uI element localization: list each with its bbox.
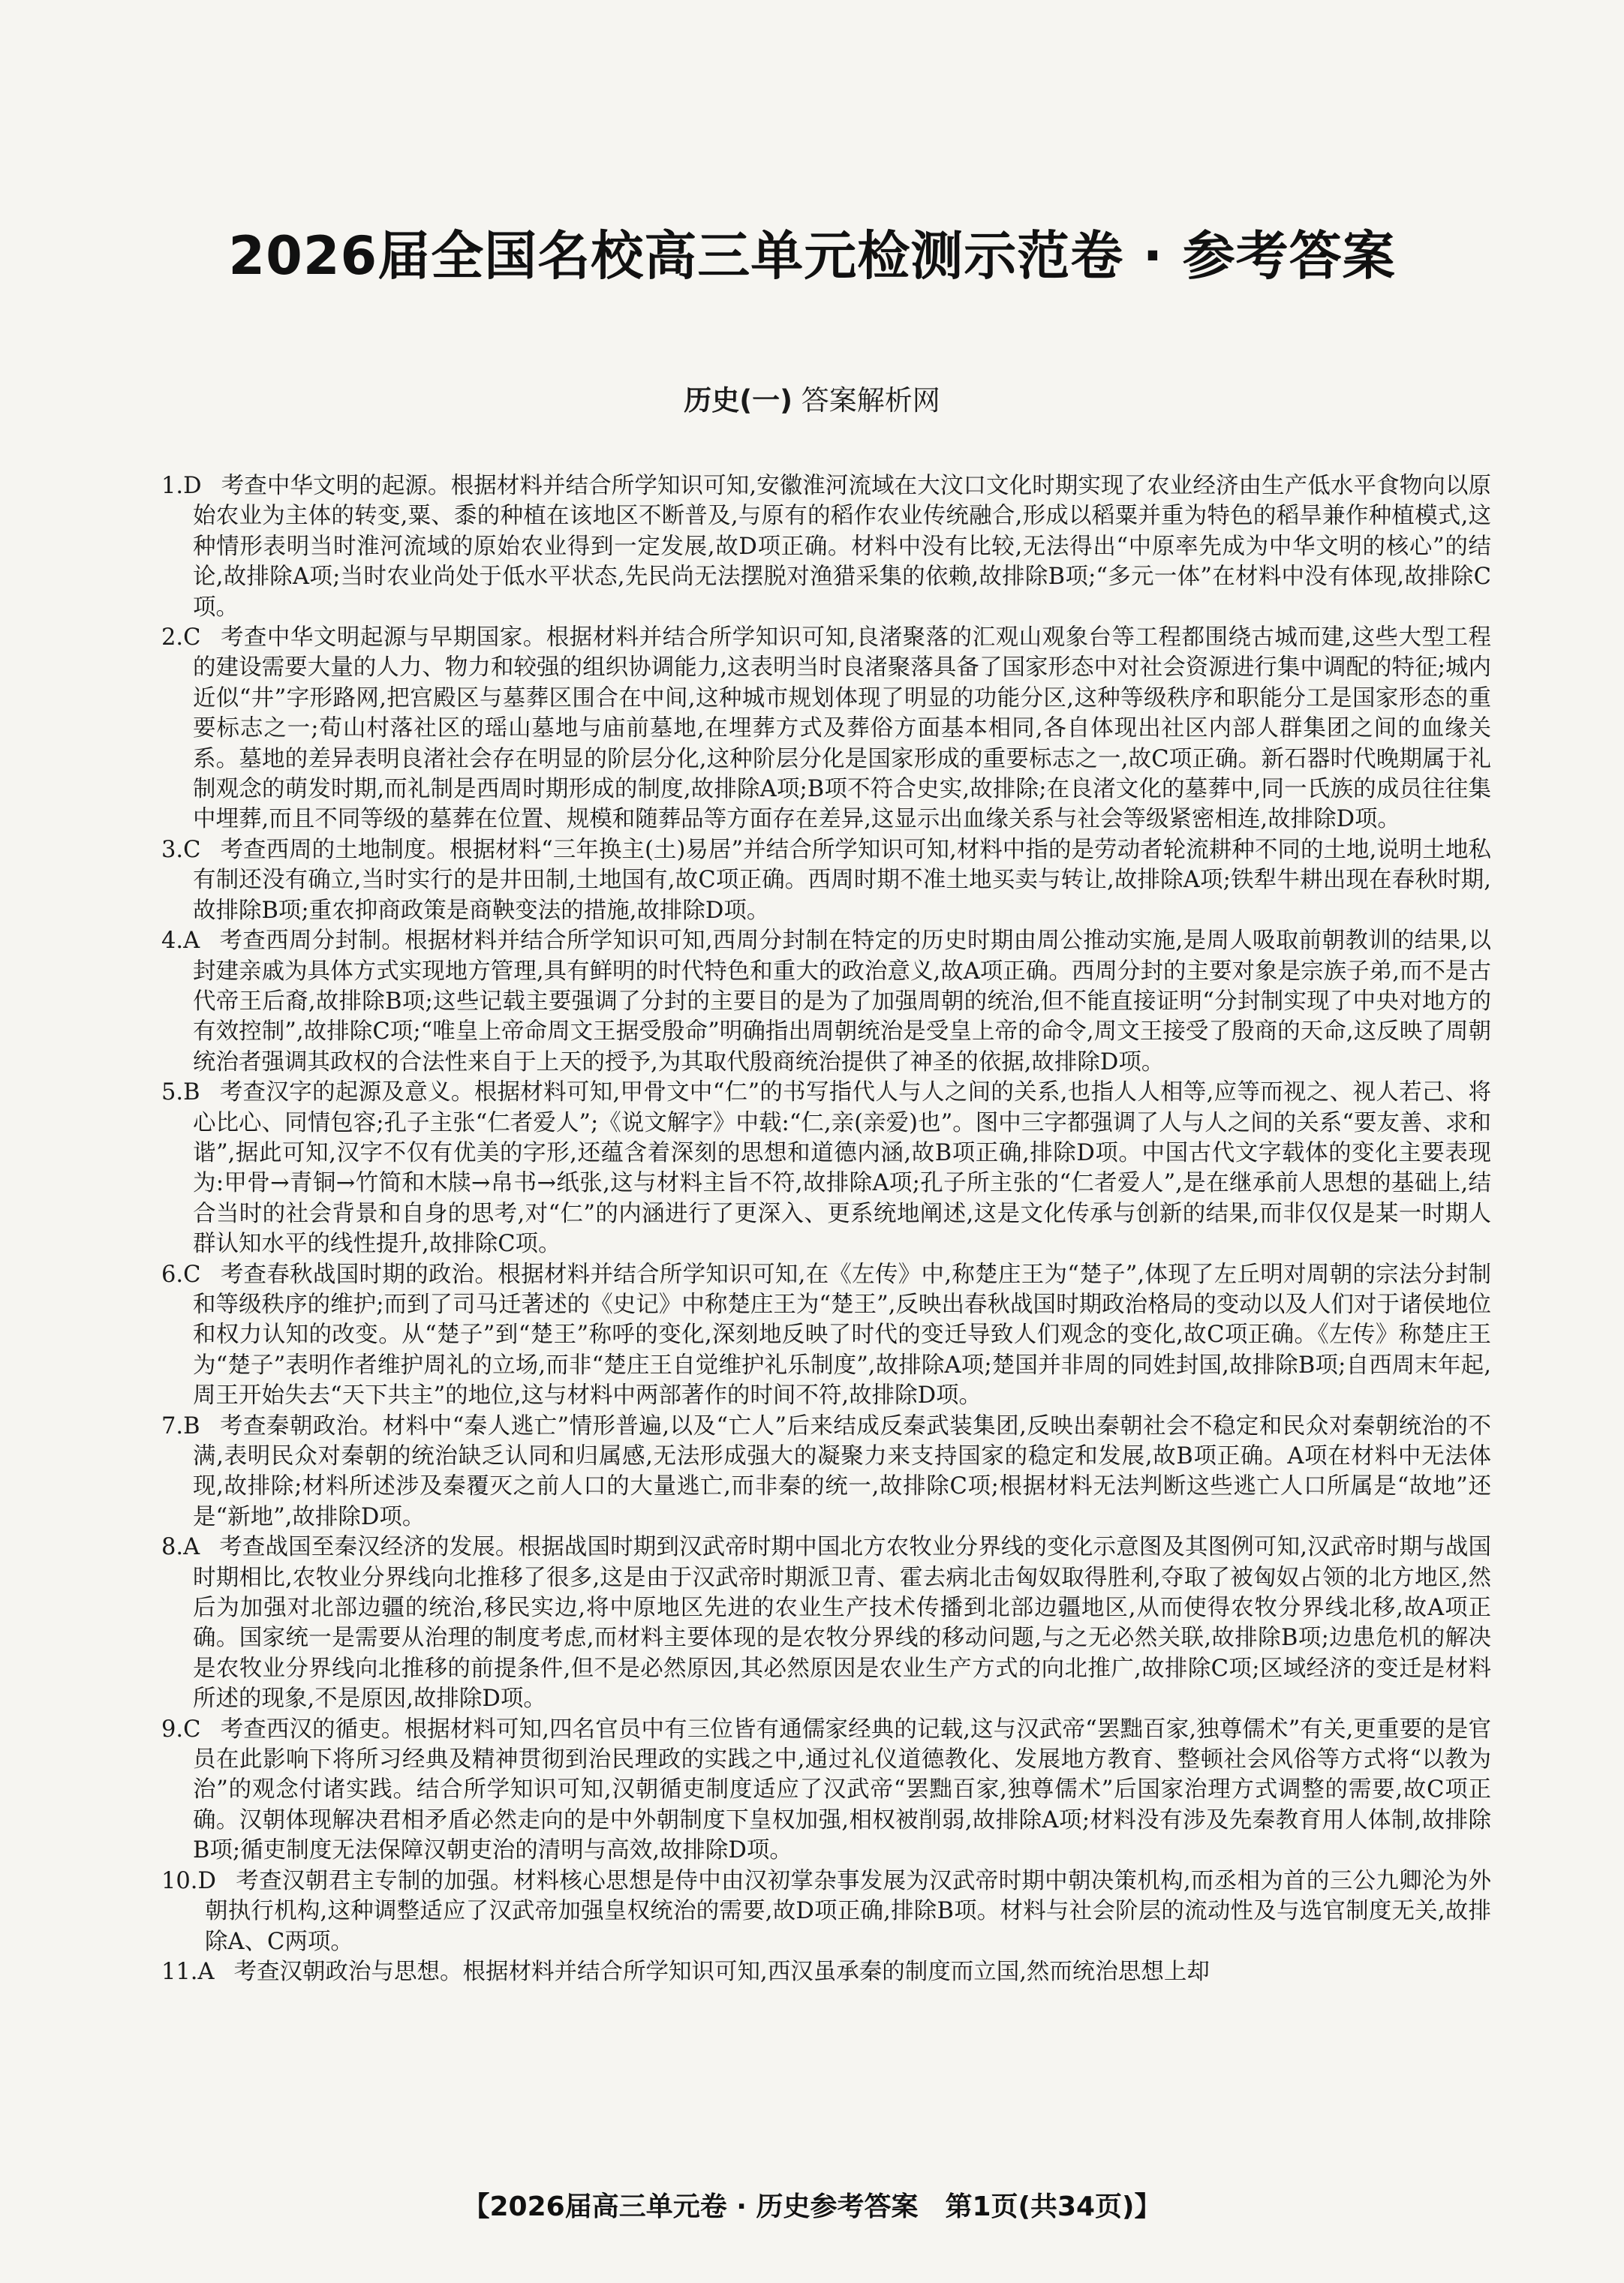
answer-choice: B xyxy=(183,1079,200,1106)
page-subtitle xyxy=(0,377,1624,418)
answer-choice: C xyxy=(183,836,201,863)
page-footer: 【2026届高三单元卷 · 历史参考答案 第1页(共34页)】 xyxy=(462,2191,1162,2222)
answer-item: 4.A 考查西周分封制。根据材料并结合所学知识可知,西周分封制在特定的历史时期由周公推动实施,是周人吸取前朝教训的结果,以封建亲戚为具体方式实现地方管理,具有鲜明的时代特色和重大的政治意义,故A项正确。西周分封的主要对象是宗族子弟,而不是古代帝王后裔,故排除B项;这些记载主要强调了分封的主要目的是为了加强周朝的统治,但不能直接证明“分封制实现了中央对地方的有效控制”,故排除C项;“唯皇上帝命周文王据受殷命”明确指出周朝统治是受皇上帝的命令,周文王接受了殷商的天命,这反映了周朝统治者强调其政权的合法性来自于上天的授予,为其取代殷商统治提供了神圣的依据,故排除D项。 xyxy=(161,928,1491,1075)
answer-item: 1.D 考查中华文明的起源。根据材料并结合所学知识可知,安徽淮河流域在大汶口文化时期实现了农业经济由生产低水平食物向以原始农业为主体的转变,粟、黍的种植在该地区不断普及,与原有的稻作农业传统融合,形成以稻粟并重为特色的稻旱兼作种植模式,这种情形表明当时淮河流域的原始农业得到一定发展,故D项正确。材料中没有比较,无法得出“中原率先成为中华文明的核心”的结论,故排除A项;当时农业尚处于低水平状态,先民尚无法摆脱对渔猎采集的依赖,故排除B项;“多元一体”在材料中没有体现,故排除C项。 xyxy=(161,473,1491,621)
answer-choice: D xyxy=(183,473,202,499)
answer-item: 9.C 考查西汉的循吏。根据材料可知,四名官员中有三位皆有通儒家经典的记载,这与汉武帝“罢黜百家,独尊儒术”有关,更重要的是官员在此影响下将所习经典及精神贯彻到治民理政的实践之中,通过礼仪道德教化、发展地方教育、整顿社会风俗等方式将“以教为治”的观念付诸实践。结合所学知识可知,汉朝循吏制度适应了汉武帝“罢黜百家,独尊儒术”后国家治理方式调整的需要,故C项正确。汉朝体现解决君相矛盾必然走向的是中外朝制度下皇权加强,相权被削弱,故排除A项;材料没有涉及先秦教育用人体制,故排除B项;循吏制度无法保障汉朝吏治的清明与高效,故排除D项。 xyxy=(161,1716,1491,1864)
answer-explanation: 考查汉字的起源及意义。根据材料可知,甲骨文中“仁”的书写指代人与人之间的关系,也指人人相等,应等而视之、视人若己、将心比心、同情包容;孔子主张“仁者爱人”;《说文解字》中载:“仁,亲(亲爱)也”。图中三字都强调了人与人之间的关系“要友善、求和谐”,据此可知,汉字不仅有优美的字形,还蕴含着深刻的思想和道德内涵,故B项正确,排除D项。中国古代文字载体的变化主要表现为:甲骨→青铜→竹简和木牍→帛书→纸张,这与材料主旨不符,故排除A项;孔子所主张的“仁者爱人”,是在继承前人思想的基础上,结合当时的社会背景和自身的思考,对“仁”的内涵进行了更深入、更系统地阐述,这是文化传承与创新的结果,而非仅仅是某一时期人群认知水平的线性提升,故排除C项。 xyxy=(193,1079,1491,1258)
answer-explanation: 考查春秋战国时期的政治。根据材料并结合所学知识可知,在《左传》中,称楚庄王为“楚子”,体现了左丘明对周朝的宗法分封制和等级秩序的维护;而到了司马迁著述的《史记》中称楚庄王为“楚王”,反映出春秋战国时期政治格局的变动以及人们对于诸侯地位和权力认知的改变。从“楚子”到“楚王”称呼的变化,深刻地反映了时代的变迁导致人们观念的变化,故C项正确。《左传》称楚庄王为“楚子”表明作者维护周礼的立场,而非“楚庄王自觉维护礼乐制度”,故排除A项;楚国并非周的同姓封国,故排除B项;自西周末年起,周王开始失去“天下共主”的地位,这与材料中两部著作的时间不符,故排除D项。 xyxy=(193,1261,1491,1409)
answer-item: 5.B 考查汉字的起源及意义。根据材料可知,甲骨文中“仁”的书写指代人与人之间的关系,也指人人相等,应等而视之、视人若己、将心比心、同情包容;孔子主张“仁者爱人”;《说文解字》中载:“仁,亲(亲爱)也”。图中三字都强调了人与人之间的关系“要友善、求和谐”,据此可知,汉字不仅有优美的字形,还蕴含着深刻的思想和道德内涵,故B项正确,排除D项。中国古代文字载体的变化主要表现为:甲骨→青铜→竹简和木牍→帛书→纸张,这与材料主旨不符,故排除A项;孔子所主张的“仁者爱人”,是在继承前人思想的基础上,结合当时的社会背景和自身的思考,对“仁”的内涵进行了更深入、更系统地阐述,这是文化传承与创新的结果,而非仅仅是某一时期人群认知水平的线性提升,故排除C项。 xyxy=(161,1079,1491,1258)
answer-explanation: 考查汉朝政治与思想。根据材料并结合所学知识可知,西汉虽承秦的制度而立国,然而统治思想上却 xyxy=(233,1958,1210,1985)
answer-choice: A xyxy=(183,928,200,955)
answer-list xyxy=(161,471,1491,1987)
answer-choice: A xyxy=(197,1958,215,1985)
answer-item: 8.A 考查战国至秦汉经济的发展。根据战国时期到汉武帝时期中国北方农牧业分界线的变化示意图及其图例可知,汉武帝时期与战国时期相比,农牧业分界线向北推移了很多,这是由于汉武帝时期派卫青、霍去病北击匈奴取得胜利,夺取了被匈奴占领的北方地区,然后为加强对北部边疆的统治,移民实边,将中原地区先进的农业生产技术传播到北部边疆地区,从而使得农牧分界线北移,故A项正确。国家统一是需要从治理的制度考虑,而材料主要体现的是农牧分界线的移动问题,与之无必然关联,故排除B项;边患危机的解决是农牧业分界线向北推移的前提条件,但不是必然原因,其必然原因是农业生产方式的向北推广,故排除C项;区域经济的变迁是材料所述的现象,不是原因,故排除D项。 xyxy=(161,1534,1491,1713)
page-title: 2026届全国名校高三单元检测示范卷 · 参考答案 xyxy=(228,225,1396,287)
subtitle-note: 答案解析网 xyxy=(792,384,940,417)
answer-item: 7.B 考查秦朝政治。材料中“秦人逃亡”情形普遍,以及“亡人”后来结成反秦武装集团,反映出秦朝社会不稳定和民众对秦朝统治的不满,表明民众对秦朝的统治缺乏认同和归属感,无法形成强大的凝聚力来支持国家的稳定和发展,故B项正确。A项在材料中无法体现,故排除;材料所述涉及秦覆灭之前人口的大量逃亡,而非秦的统一,故排除C项;根据材料无法判断这些逃亡人口所属是“故地”还是“新地”,故排除D项。 xyxy=(161,1412,1491,1530)
answer-item: 2.C 考查中华文明起源与早期国家。根据材料并结合所学知识可知,良渚聚落的汇观山观象台等工程都围绕古城而建,这些大型工程的建设需要大量的人力、物力和较强的组织协调能力,这表明当时良渚聚落具备了国家形态中对社会资源进行集中调配的特征;城内近似“井”字形路网,把宫殿区与墓葬区围合在中间,这种城市规划体现了明显的功能分区,这种等级秩序和职能分工是国家形态的重要标志之一;荀山村落社区的瑶山墓地与庙前墓地,在埋葬方式及葬俗方面基本相同,各自体现出社区内部人群集团之间的血缘关系。墓地的差异表明良渚社会存在明显的阶层分化,这种阶层分化是国家形成的重要标志之一,故C项正确。新石器时代晚期属于礼制观念的萌发时期,而礼制是西周时期形成的制度,故排除A项;B项不符合史实,故排除;在良渚文化的墓葬中,同一氏族的成员往往集中埋葬,而且不同等级的墓葬在位置、规模和随葬品等方面存在差异,这显示出血缘关系与社会等级紧密相连,故排除D项。 xyxy=(161,624,1491,833)
answer-choice: C xyxy=(183,1716,201,1743)
answer-choice: A xyxy=(183,1534,200,1561)
answer-explanation: 考查战国至秦汉经济的发展。根据战国时期到汉武帝时期中国北方农牧业分界线的变化示意图及其图例可知,汉武帝时期与战国时期相比,农牧业分界线向北推移了很多,这是由于汉武帝时期派卫青、霍去病北击匈奴取得胜利,夺取了被匈奴占领的北方地区,然后为加强对北部边疆的统治,移民实边,将中原地区先进的农业生产技术传播到北部边疆地区,从而使得农牧分界线北移,故A项正确。国家统一是需要从治理的制度考虑,而材料主要体现的是农牧分界线的移动问题,与之无必然关联,故排除B项;边患危机的解决是农牧业分界线向北推移的前提条件,但不是必然原因,其必然原因是农业生产方式的向北推广,故排除C项;区域经济的变迁是材料所述的现象,不是原因,故排除D项。 xyxy=(193,1534,1491,1713)
answer-explanation: 考查中华文明的起源。根据材料并结合所学知识可知,安徽淮河流域在大汶口文化时期实现了农业经济由生产低水平食物向以原始农业为主体的转变,粟、黍的种植在该地区不断普及,与原有的稻作农业传统融合,形成以稻粟并重为特色的稻旱兼作种植模式,这种情形表明当时淮河流域的原始农业得到一定发展,故D项正确。材料中没有比较,无法得出“中原率先成为中华文明的核心”的结论,故排除A项;当时农业尚处于低水平状态,先民尚无法摆脱对渔猎采集的依赖,故排除B项;“多元一体”在材料中没有体现,故排除C项。 xyxy=(193,473,1491,621)
answer-choice: C xyxy=(183,1261,201,1288)
answer-explanation: 考查西周的土地制度。根据材料“三年换主(土)易居”并结合所学知识可知,材料中指的是劳动者轮流耕种不同的土地,说明土地私有制还没有确立,当时实行的是井田制,土地国有,故C项正确。西周时期不准土地买卖与转让,故排除A项;铁犁牛耕出现在春秋时期,故排除B项;重农抑商政策是商鞅变法的措施,故排除D项。 xyxy=(193,836,1491,924)
answer-choice: B xyxy=(183,1412,200,1439)
answer-explanation: 考查中华文明起源与早期国家。根据材料并结合所学知识可知,良渚聚落的汇观山观象台等工程都围绕古城而建,这些大型工程的建设需要大量的人力、物力和较强的组织协调能力,这表明当时良渚聚落具备了国家形态中对社会资源进行集中调配的特征;城内近似“井”字形路网,把宫殿区与墓葬区围合在中间,这种城市规划体现了明显的功能分区,这种等级秩序和职能分工是国家形态的重要标志之一;荀山村落社区的瑶山墓地与庙前墓地,在埋葬方式及葬俗方面基本相同,各自体现出社区内部人群集团之间的血缘关系。墓地的差异表明良渚社会存在明显的阶层分化,这种阶层分化是国家形成的重要标志之一,故C项正确。新石器时代晚期属于礼制观念的萌发时期,而礼制是西周时期形成的制度,故排除A项;B项不符合史实,故排除;在良渚文化的墓葬中,同一氏族的成员往往集中埋葬,而且不同等级的墓葬在位置、规模和随葬品等方面存在差异,这显示出血缘关系与社会等级紧密相连,故排除D项。 xyxy=(193,624,1491,833)
subject-label: 历史(一) xyxy=(684,384,793,417)
answer-item: 6.C 考查春秋战国时期的政治。根据材料并结合所学知识可知,在《左传》中,称楚庄王为“楚子”,体现了左丘明对周朝的宗法分封制和等级秩序的维护;而到了司马迁著述的《史记》中称楚庄王为“楚王”,反映出春秋战国时期政治格局的变动以及人们对于诸侯地位和权力认知的改变。从“楚子”到“楚王”称呼的变化,深刻地反映了时代的变迁导致人们观念的变化,故C项正确。《左传》称楚庄王为“楚子”表明作者维护周礼的立场,而非“楚庄王自觉维护礼乐制度”,故排除A项;楚国并非周的同姓封国,故排除B项;自西周末年起,周王开始失去“天下共主”的地位,这与材料中两部著作的时间不符,故排除D项。 xyxy=(161,1261,1491,1409)
answer-explanation: 考查西周分封制。根据材料并结合所学知识可知,西周分封制在特定的历史时期由周公推动实施,是周人吸取前朝教训的结果,以封建亲戚为具体方式实现地方管理,具有鲜明的时代特色和重大的政治意义,故A项正确。西周分封的主要对象是宗族子弟,而不是古代帝王后裔,故排除B项;这些记载主要强调了分封的主要目的是为了加强周朝的统治,但不能直接证明“分封制实现了中央对地方的有效控制”,故排除C项;“唯皇上帝命周文王据受殷命”明确指出周朝统治是受皇上帝的命令,周文王接受了殷商的天命,这反映了周朝统治者强调其政权的合法性来自于上天的授予,为其取代殷商统治提供了神圣的依据,故排除D项。 xyxy=(193,928,1491,1075)
answer-choice: D xyxy=(197,1867,216,1894)
answer-item: 11.A 考查汉朝政治与思想。根据材料并结合所学知识可知,西汉虽承秦的制度而立国,然而统治思想上却 xyxy=(161,1958,1210,1985)
answer-item: 10.D 考查汉朝君主专制的加强。材料核心思想是侍中由汉初掌杂事发展为汉武帝时期中朝决策机构,而丞相为首的三公九卿沦为外朝执行机构,这种调整适应了汉武帝加强皇权统治的需要,故D项正确,排除B项。材料与社会阶层的流动性及与选官制度无关,故排除A、C两项。 xyxy=(161,1867,1491,1955)
answer-item: 3.C 考查西周的土地制度。根据材料“三年换主(土)易居”并结合所学知识可知,材料中指的是劳动者轮流耕种不同的土地,说明土地私有制还没有确立,当时实行的是井田制,土地国有,故C项正确。西周时期不准土地买卖与转让,故排除A项;铁犁牛耕出现在春秋时期,故排除B项;重农抑商政策是商鞅变法的措施,故排除D项。 xyxy=(161,836,1491,924)
answer-explanation: 考查西汉的循吏。根据材料可知,四名官员中有三位皆有通儒家经典的记载,这与汉武帝“罢黜百家,独尊儒术”有关,更重要的是官员在此影响下将所习经典及精神贯彻到治民理政的实践之中,通过礼仪道德教化、发展地方教育、整顿社会风俗等方式将“以教为治”的观念付诸实践。结合所学知识可知,汉朝循吏制度适应了汉武帝“罢黜百家,独尊儒术”后国家治理方式调整的需要,故C项正确。汉朝体现解决君相矛盾必然走向的是中外朝制度下皇权加强,相权被削弱,故排除A项;材料没有涉及先秦教育用人体制,故排除B项;循吏制度无法保障汉朝吏治的清明与高效,故排除D项。 xyxy=(193,1716,1491,1864)
answer-choice: C xyxy=(183,624,201,651)
answer-explanation: 考查秦朝政治。材料中“秦人逃亡”情形普遍,以及“亡人”后来结成反秦武装集团,反映出秦朝社会不稳定和民众对秦朝统治的不满,表明民众对秦朝的统治缺乏认同和归属感,无法形成强大的凝聚力来支持国家的稳定和发展,故B项正确。A项在材料中无法体现,故排除;材料所述涉及秦覆灭之前人口的大量逃亡,而非秦的统一,故排除C项;根据材料无法判断这些逃亡人口所属是“故地”还是“新地”,故排除D项。 xyxy=(193,1412,1491,1530)
answer-explanation: 考查汉朝君主专制的加强。材料核心思想是侍中由汉初掌杂事发展为汉武帝时期中朝决策机构,而丞相为首的三公九卿沦为外朝执行机构,这种调整适应了汉武帝加强皇权统治的需要,故D项正确,排除B项。材料与社会阶层的流动性及与选官制度无关,故排除A、C两项。 xyxy=(205,1867,1491,1955)
